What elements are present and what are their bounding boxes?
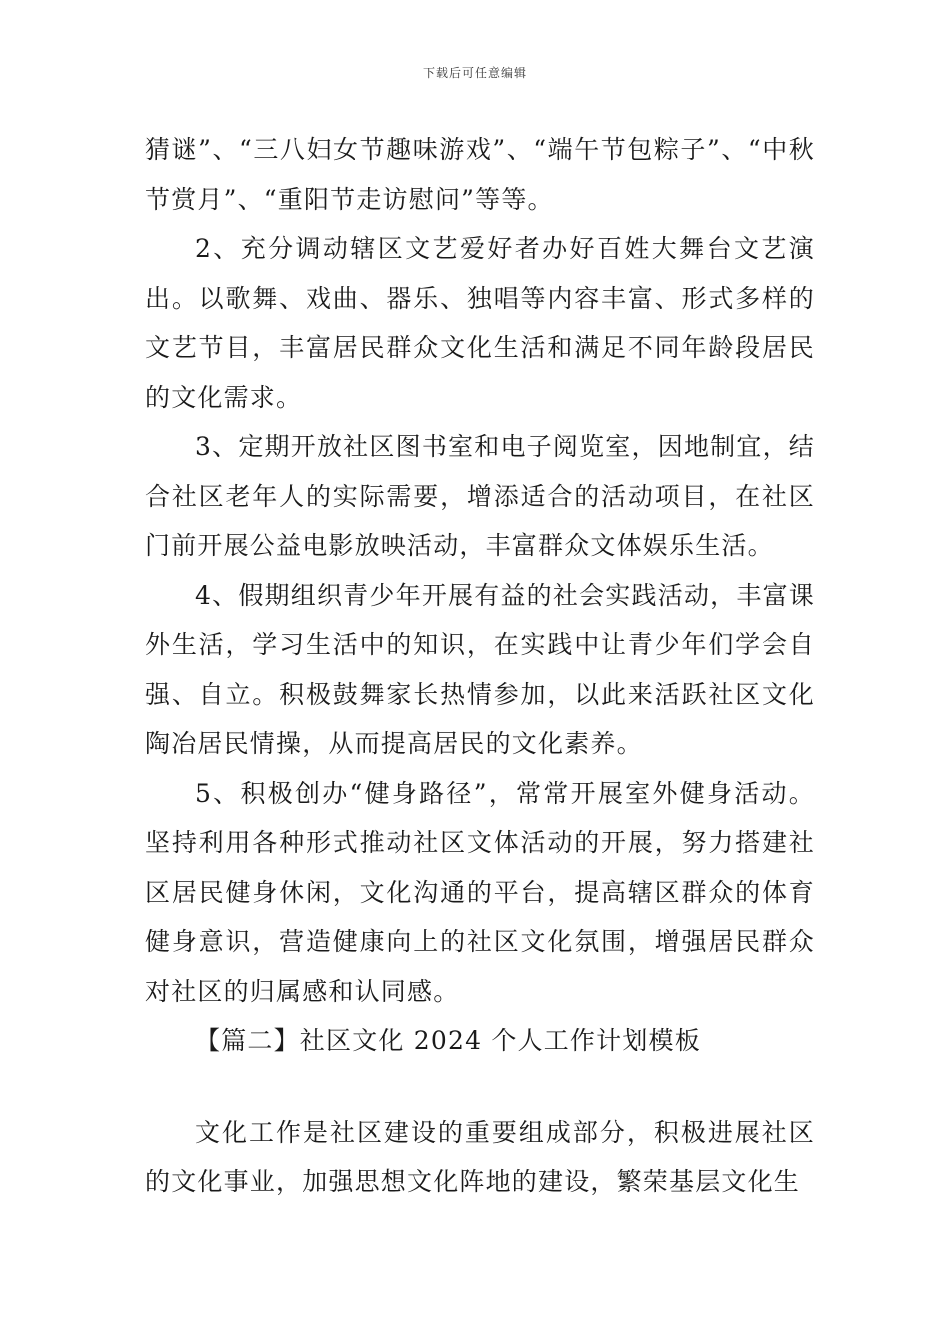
closing-paragraph: 文化工作是社区建设的重要组成部分，积极进展社区的文化事业，加强思想文化阵地的建设，繁荣基层文化生 xyxy=(145,1117,815,1196)
section-spacer xyxy=(145,1066,815,1108)
paragraph-5: 5、积极创办“健身路径”，常常开展室外健身活动。坚持利用各种形式推动社区文体活动的开展，努力搭建社区居民健身休闲，文化沟通的平台，提高辖区群众的体育健身意识，营造健康向上的社区文化氛围，增强居民群众对社区的归属感和认同感。 xyxy=(145,778,815,1006)
paragraph-1: 猜谜”、“三八妇女节趣味游戏”、“端午节包粽子”、“中秋节赏月”、“重阳节走访慰问”等等。 xyxy=(145,135,815,214)
section-title: 【篇二】社区文化 2024 个人工作计划模板 xyxy=(195,1026,701,1055)
page-header-note: 下载后可任意编辑 xyxy=(422,66,527,80)
document-body xyxy=(145,125,815,1207)
paragraph-4: 4、假期组织青少年开展有益的社会实践活动，丰富课外生活，学习生活中的知识，在实践中让青少年们学会自强、自立。积极鼓舞家长热情参加，以此来活跃社区文化陶冶居民情操，从而提高居民的文化素养。 xyxy=(145,580,815,758)
paragraph-2: 2、充分调动辖区文艺爱好者办好百姓大舞台文艺演出。以歌舞、戏曲、器乐、独唱等内容丰富、形式多样的文艺节目，丰富居民群众文化生活和满足不同年龄段居民的文化需求。 xyxy=(145,234,815,412)
paragraph-3: 3、定期开放社区图书室和电子阅览室，因地制宜，结合社区老年人的实际需要，增添适合的活动项目，在社区门前开展公益电影放映活动，丰富群众文体娱乐生活。 xyxy=(145,432,815,560)
